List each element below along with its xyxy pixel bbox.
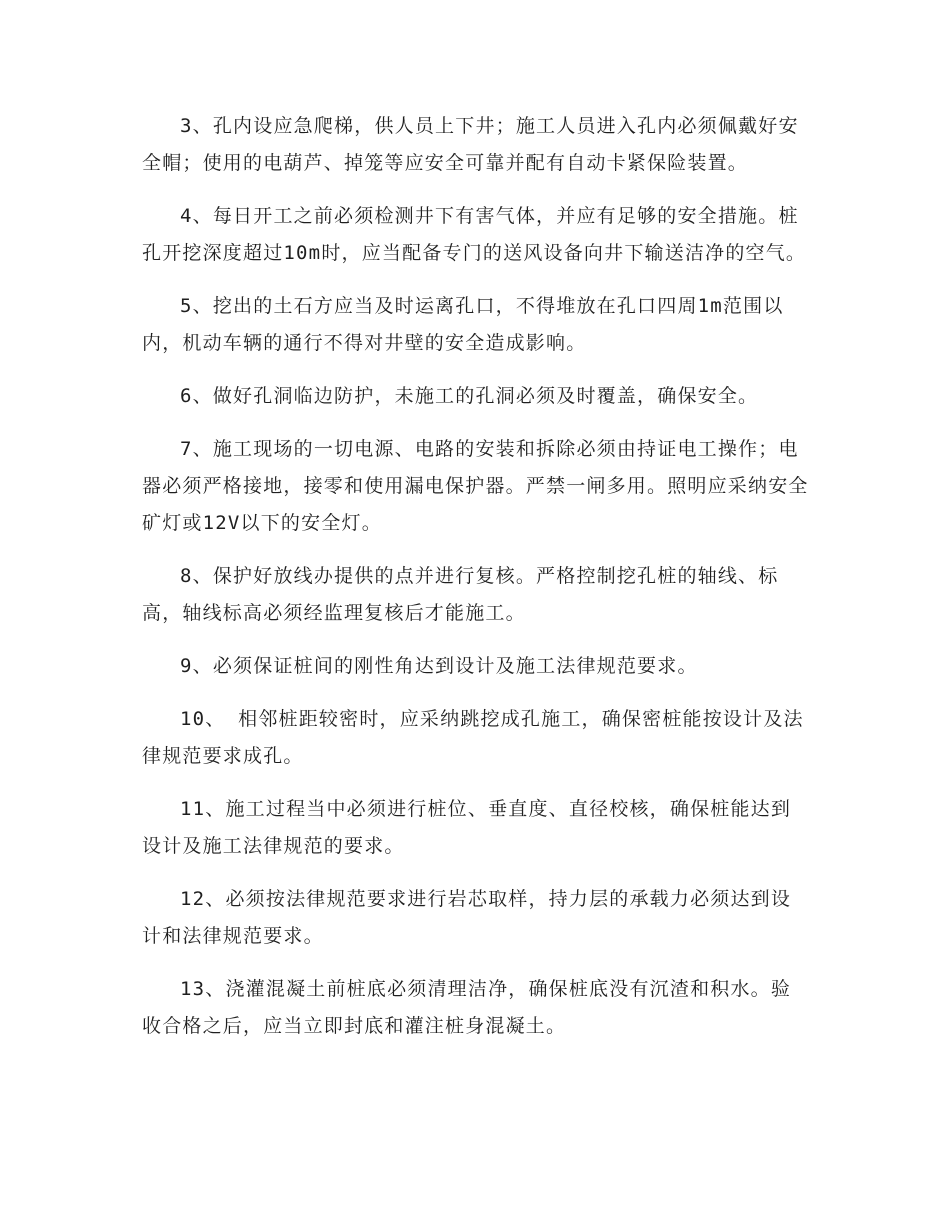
paragraph-item-6: 6、做好孔洞临边防护，未施工的孔洞必须及时覆盖，确保安全。 <box>180 385 759 407</box>
paragraph-item-5: 5、挖出的土石方应当及时运离孔口，不得堆放在孔口四周1m范围以内，机动车辆的通行不得对井壁的安全造成影响。 <box>142 295 784 354</box>
paragraph-item-3: 3、孔内设应急爬梯，供人员上下井；施工人员进入孔内必须佩戴好安全帽；使用的电葫芦、掉笼等应安全可靠并配有自动卡紧保险装置。 <box>142 115 799 174</box>
paragraph-item-4: 4、每日开工之前必须检测井下有害气体，并应有足够的安全措施。桩孔开挖深度超过10m时，应当配备专门的送风设备向井下输送洁净的空气。 <box>142 205 807 264</box>
paragraph-item-7: 7、施工现场的一切电源、电路的安装和拆除必须由持证电工操作；电器必须严格接地，接零和使用漏电保护器。严禁一闸多用。照明应采纳安全矿灯或12V以下的安全灯。 <box>142 438 809 534</box>
paragraph-item-11: 11、施工过程当中必须进行桩位、垂直度、直径校核，确保桩能达到设计及施工法律规范的要求。 <box>142 798 792 857</box>
paragraph-item-9: 9、必须保证桩间的刚性角达到设计及施工法律规范要求。 <box>180 655 698 677</box>
paragraph-item-8: 8、保护好放线办提供的点并进行复核。严格控制挖孔桩的轴线、标高，轴线标高必须经监理复核后才能施工。 <box>142 565 779 624</box>
document-body <box>142 108 810 1061</box>
paragraph-item-10: 10、 相邻桩距较密时，应采纳跳挖成孔施工，确保密桩能按设计及法律规范要求成孔。 <box>142 708 804 767</box>
paragraph-item-12: 12、必须按法律规范要求进行岩芯取样，持力层的承载力必须达到设计和法律规范要求。 <box>142 888 792 947</box>
paragraph-item-13: 13、浇灌混凝土前桩底必须清理洁净，确保桩底没有沉渣和积水。验收合格之后，应当立即封底和灌注桩身混凝土。 <box>142 978 792 1037</box>
